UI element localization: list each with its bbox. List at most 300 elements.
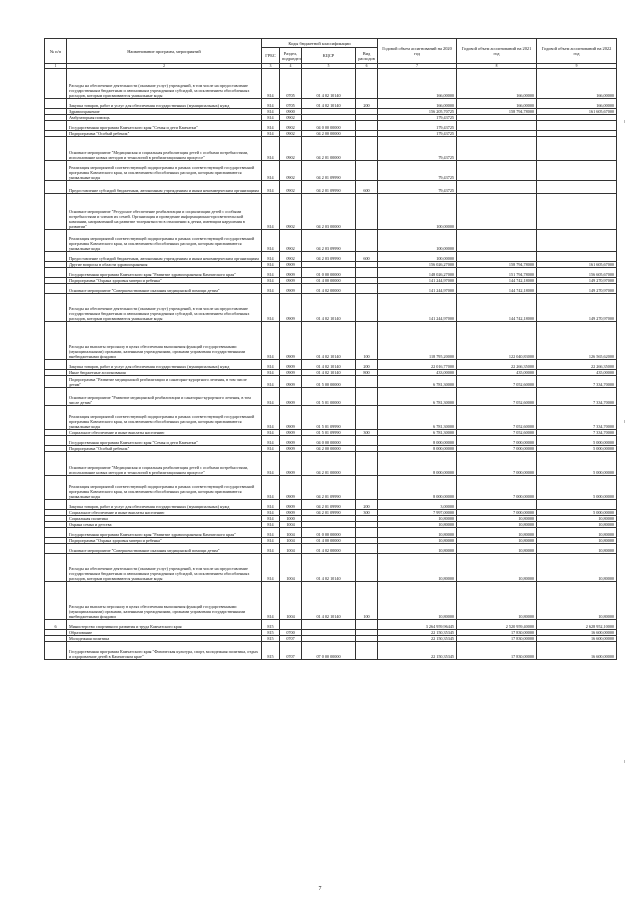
cell-2021: 10,80000	[457, 522, 537, 528]
cell-num	[45, 181, 67, 194]
cell-name: Расходы на обеспечение деятельности (оказание услуг) учреждений, в том числе на предоставление государственным бюджетным и автономным учреждениям субсидий, за исключением обособленных расходов, которым присваиваются уникальные коды	[67, 69, 262, 99]
cell-2021: 22 266,35000	[457, 360, 537, 370]
colnum: 1	[45, 64, 67, 69]
cell-grbs: 814	[262, 436, 280, 446]
cell-2021: 7 000,00000	[457, 452, 537, 476]
cell-section: 0909	[280, 406, 302, 430]
cell-name: Подпрограмма "Развитие медицинской реабилитации и санаторно-курортного лечения, в том числе детям"	[67, 376, 262, 388]
table-row	[45, 554, 617, 582]
cell-kvr: 300	[356, 510, 378, 516]
header-2022: Годовой объем ассигнований на 2022 год	[537, 39, 617, 64]
cell-2022: 161 605,67000	[537, 109, 617, 115]
cell-2022: 10,80000	[537, 538, 617, 544]
cell-num	[45, 436, 67, 446]
cell-section: 0902	[280, 252, 302, 262]
page-number: 7	[318, 886, 322, 892]
cell-grbs: 814	[262, 476, 280, 500]
table-row	[45, 500, 617, 510]
header-kvr: Вид расходов	[356, 48, 378, 64]
cell-2021	[457, 252, 537, 262]
cell-2022: 7 334,70000	[537, 406, 617, 430]
cell-section: 0909	[280, 294, 302, 322]
cell-2021: 2 520 959,40000	[457, 620, 537, 630]
cell-name: Министерство спортивного развития и труда Камчатского края	[67, 620, 262, 630]
header-codes-group: Коды бюджетной классификации	[262, 39, 378, 48]
header-name: Наименование программ, мероприятий	[67, 39, 262, 64]
cell-ksr: 01 5 00 00000	[302, 376, 356, 388]
cell-2022: 5 000,00000	[537, 436, 617, 446]
cell-ksr: 07 0 00 00000	[302, 642, 356, 660]
cell-kvr	[356, 161, 378, 181]
cell-2020: 10,80000	[378, 538, 457, 544]
cell-2021	[457, 500, 537, 510]
cell-name: Социальное обеспечение и иные выплаты населению	[67, 430, 262, 436]
cell-name: Государственная программа Камчатского края "Развитие здравоохранения Камчатского края"	[67, 528, 262, 538]
cell-grbs: 814	[262, 284, 280, 294]
cell-2021: 10,80000	[457, 528, 537, 538]
cell-name: Закупка товаров, работ и услуг для обеспечения государственных (муниципальных) нужд	[67, 360, 262, 370]
cell-2020: 10,80000	[378, 516, 457, 522]
cell-num	[45, 252, 67, 262]
cell-num	[45, 294, 67, 322]
cell-section: 0902	[280, 194, 302, 230]
cell-2022	[537, 161, 617, 181]
cell-kvr: 100	[356, 322, 378, 360]
cell-2021: 158 794,78000	[457, 109, 537, 115]
cell-2022	[537, 252, 617, 262]
cell-name: Расходы на выплаты персоналу в целях обеспечения выполнения функций государственными (муниципальными) органами, казенными учреждениями, органами управления государственными внебюджетными фондами	[67, 322, 262, 360]
cell-grbs: 815	[262, 642, 280, 660]
cell-grbs: 814	[262, 137, 280, 161]
cell-2020: 6 781,30000	[378, 406, 457, 430]
cell-2020: 118 795,20000	[378, 322, 457, 360]
cell-2021: 144 742,18000	[457, 278, 537, 284]
cell-2020: 3,00000	[378, 500, 457, 510]
cell-section: 0902	[280, 161, 302, 181]
cell-num	[45, 121, 67, 131]
cell-2020: 100,00000	[378, 194, 457, 230]
cell-2022: 7 334,70000	[537, 388, 617, 406]
cell-name: Государственная программа Камчатского края "Физическая культура, спорт, молодежная политика, отдых и оздоровление детей в Камчатском крае"	[67, 642, 262, 660]
cell-grbs: 814	[262, 322, 280, 360]
cell-2020: 8 000,00000	[378, 452, 457, 476]
cell-2022: 435,00000	[537, 370, 617, 376]
cell-num	[45, 194, 67, 230]
table-row	[45, 430, 617, 436]
cell-grbs: 814	[262, 446, 280, 452]
cell-name: Предоставление субсидий бюджетным, автономным учреждениям и иным некоммерческим организациям	[67, 252, 262, 262]
cell-section: 1000	[280, 516, 302, 522]
cell-name: Государственная программа Камчатского края "Семья и дети Камчатки"	[67, 121, 262, 131]
cell-ksr: 01 4 02 00000	[302, 544, 356, 554]
cell-2020: 79,43725	[378, 181, 457, 194]
table-row	[45, 284, 617, 294]
cell-2022: 10,80000	[537, 516, 617, 522]
table-row	[45, 642, 617, 660]
cell-2022	[537, 230, 617, 252]
cell-name: Основное мероприятие "Развитие медицинской реабилитации и санаторно-курортного лечения, в том числе детям"	[67, 388, 262, 406]
cell-name: Образование	[67, 630, 262, 636]
cell-kvr	[356, 554, 378, 582]
cell-kvr	[356, 388, 378, 406]
cell-kvr: 600	[356, 252, 378, 262]
cell-num	[45, 452, 67, 476]
cell-2021: 7 000,00000	[457, 476, 537, 500]
cell-kvr	[356, 476, 378, 500]
cell-num	[45, 360, 67, 370]
cell-section: 1004	[280, 554, 302, 582]
cell-kvr	[356, 642, 378, 660]
cell-ksr: 01 4 02 10140	[302, 294, 356, 322]
cell-grbs: 814	[262, 516, 280, 522]
cell-ksr: 04 2 01 09990	[302, 161, 356, 181]
cell-name: Здравоохранение	[67, 109, 262, 115]
cell-2022: 161 605,67000	[537, 262, 617, 268]
cell-kvr	[356, 452, 378, 476]
cell-ksr: 04 0 00 00000	[302, 121, 356, 131]
cell-2022	[537, 500, 617, 510]
cell-name: Подпрограмма "Охрана здоровья матери и ребенка"	[67, 278, 262, 284]
cell-section: 0705	[280, 69, 302, 99]
cell-name: Реализация мероприятий соответствующей подпрограммы в рамках соответствующей государственной программы Камчатского края, за исключением обособленных расходов, которым присваиваются уникальные коды	[67, 230, 262, 252]
table-body	[45, 69, 617, 660]
cell-name: Реализация мероприятий соответствующей подпрограммы в рамках соответствующей государственной программы Камчатского края, за исключением обособленных расходов, которым присваиваются уникальные коды	[67, 161, 262, 181]
cell-section: 0909	[280, 284, 302, 294]
cell-section: 0909	[280, 322, 302, 360]
cell-grbs: 814	[262, 376, 280, 388]
cell-kvr	[356, 121, 378, 131]
cell-2021: 7 052,60000	[457, 430, 537, 436]
cell-2021: 17 830,00000	[457, 636, 537, 642]
cell-kvr	[356, 406, 378, 430]
cell-2022: 5 000,00000	[537, 446, 617, 452]
cell-kvr: 600	[356, 181, 378, 194]
cell-name: Закупка товаров, работ и услуг для обеспечения государственных (муниципальных) нужд	[67, 99, 262, 109]
cell-grbs: 814	[262, 294, 280, 322]
cell-ksr: 04 2 01 00000	[302, 452, 356, 476]
cell-kvr	[356, 436, 378, 446]
cell-num	[45, 642, 67, 660]
cell-name: Молодежная политика	[67, 636, 262, 642]
cell-2020: 100,00000	[378, 230, 457, 252]
cell-ksr: 04 2 00 00000	[302, 131, 356, 137]
cell-ksr: 04 2 01 09990	[302, 510, 356, 516]
cell-section: 0707	[280, 636, 302, 642]
cell-grbs: 814	[262, 69, 280, 99]
cell-2021: 7 000,00000	[457, 510, 537, 516]
table-row	[45, 528, 617, 538]
cell-num	[45, 528, 67, 538]
cell-name: Расходы на обеспечение деятельности (оказание услуг) учреждений, в том числе на предоставление государственным бюджетным и автономным учреждениям субсидий, за исключением обособленных расходов, которым присваиваются уникальные коды	[67, 554, 262, 582]
header-2020: Годовой объем ассигнований на 2020 год	[378, 39, 457, 64]
cell-2021	[457, 194, 537, 230]
cell-section: 1004	[280, 544, 302, 554]
cell-2021: 17 830,00000	[457, 642, 537, 660]
cell-2022: 149 270,97000	[537, 284, 617, 294]
cell-kvr	[356, 230, 378, 252]
cell-grbs: 814	[262, 131, 280, 137]
cell-ksr: 01 4 00 00000	[302, 278, 356, 284]
cell-grbs: 814	[262, 360, 280, 370]
cell-num	[45, 554, 67, 582]
cell-grbs: 814	[262, 99, 280, 109]
cell-grbs: 814	[262, 194, 280, 230]
cell-section: 0909	[280, 430, 302, 436]
table-row	[45, 194, 617, 230]
cell-2021: 144 742,18000	[457, 294, 537, 322]
cell-grbs: 815	[262, 620, 280, 630]
cell-section: 0700	[280, 630, 302, 636]
table-row	[45, 538, 617, 544]
cell-2021: 166,00000	[457, 69, 537, 99]
cell-name: Государственная программа Камчатского края "Развитие здравоохранения Камчатского края"	[67, 268, 262, 278]
cell-ksr: 01 4 00 00000	[302, 538, 356, 544]
cell-section: 0909	[280, 388, 302, 406]
cell-kvr	[356, 69, 378, 99]
cell-name: Иные бюджетные ассигнования	[67, 370, 262, 376]
cell-2021: 10,80000	[457, 554, 537, 582]
cell-2020: 6 781,30000	[378, 376, 457, 388]
cell-2022	[537, 194, 617, 230]
table-row	[45, 99, 617, 109]
cell-kvr: 100	[356, 582, 378, 620]
cell-2020: 166,00000	[378, 99, 457, 109]
cell-grbs: 814	[262, 278, 280, 284]
cell-num	[45, 322, 67, 360]
cell-section: 0909	[280, 446, 302, 452]
cell-num	[45, 161, 67, 181]
cell-ksr: 04 2 03 00000	[302, 194, 356, 230]
cell-2021: 7 000,00000	[457, 436, 537, 446]
table-row	[45, 322, 617, 360]
cell-2021: 144 742,18000	[457, 284, 537, 294]
cell-2022: 5 000,00000	[537, 510, 617, 516]
table-row	[45, 161, 617, 181]
cell-2021: 10,80000	[457, 544, 537, 554]
cell-section: 1004	[280, 538, 302, 544]
cell-grbs: 814	[262, 230, 280, 252]
cell-2020: 22 150,35345	[378, 630, 457, 636]
cell-2020: 22 150,35345	[378, 642, 457, 660]
cell-grbs: 814	[262, 121, 280, 131]
cell-name: Предоставление субсидий бюджетным, автономным учреждениям и иным некоммерческим организациям	[67, 181, 262, 194]
cell-2022: 10,80000	[537, 522, 617, 528]
cell-section: 0705	[280, 99, 302, 109]
cell-num	[45, 476, 67, 500]
cell-section: 1004	[280, 528, 302, 538]
cell-section: 0902	[280, 181, 302, 194]
cell-section: 0909	[280, 500, 302, 510]
colnum: 8	[457, 64, 537, 69]
cell-2022	[537, 181, 617, 194]
colnum: 9	[537, 64, 617, 69]
cell-2021: 158 794,78000	[457, 262, 537, 268]
cell-kvr	[356, 294, 378, 322]
table-row	[45, 544, 617, 554]
cell-2022	[537, 121, 617, 131]
cell-ksr: 04 2 00 00000	[302, 446, 356, 452]
cell-grbs: 814	[262, 500, 280, 510]
cell-2020: 141 244,97000	[378, 294, 457, 322]
cell-2020: 22 150,35345	[378, 636, 457, 642]
cell-name: Основное мероприятие "Медицинская и социальная реабилитация детей с особыми потребностями, использование новых методов и технологий в реабилитационном процессе"	[67, 137, 262, 161]
cell-kvr: 300	[356, 430, 378, 436]
cell-2020: 166,00000	[378, 69, 457, 99]
cell-2022: 166,00000	[537, 99, 617, 109]
cell-section: 0909	[280, 452, 302, 476]
header-num: № п/п	[45, 39, 67, 64]
cell-name: Подпрограмма "Особый ребенок"	[67, 131, 262, 137]
cell-grbs: 814	[262, 161, 280, 181]
cell-kvr: 200	[356, 500, 378, 510]
cell-2021: 151 794,78000	[457, 268, 537, 278]
cell-2020: 433,00000	[378, 370, 457, 376]
cell-grbs: 814	[262, 538, 280, 544]
cell-name: Основное мероприятие "Ресурсное обеспечение реабилитации и социализации детей с особыми потребностями и членов их семей. Организация и проведение информационно-просветительской кампании, направленной на развитие толерантности в отношении к детям, имеющим нарушения в развитии"	[67, 194, 262, 230]
cell-2021: 7 052,60000	[457, 406, 537, 430]
cell-section: 0707	[280, 642, 302, 660]
table-row	[45, 294, 617, 322]
cell-grbs: 814	[262, 554, 280, 582]
cell-2020: 79,43725	[378, 137, 457, 161]
table-row	[45, 360, 617, 370]
table-row	[45, 452, 617, 476]
cell-num	[45, 388, 67, 406]
cell-name: Амбулаторная помощь	[67, 115, 262, 121]
cell-2020: 148 026,27000	[378, 268, 457, 278]
cell-ksr: 04 2 01 09990	[302, 181, 356, 194]
cell-2020: 10,80000	[378, 554, 457, 582]
table-row	[45, 181, 617, 194]
cell-2020: 179,43725	[378, 131, 457, 137]
cell-name: Государственная программа Камчатского края "Семья и дети Камчатки"	[67, 436, 262, 446]
cell-2022: 7 334,70000	[537, 430, 617, 436]
cell-ksr: 01 0 00 00000	[302, 528, 356, 538]
header-grbs: ГРБС	[262, 48, 280, 64]
cell-grbs: 814	[262, 406, 280, 430]
cell-2020: 10,80000	[378, 582, 457, 620]
cell-num	[45, 137, 67, 161]
cell-2020: 100,00000	[378, 252, 457, 262]
cell-2021: 7 000,00000	[457, 446, 537, 452]
cell-2020: 22 016,77000	[378, 360, 457, 370]
cell-ksr: 04 2 01 09990	[302, 476, 356, 500]
colnum: 6	[356, 64, 378, 69]
cell-grbs: 814	[262, 115, 280, 121]
cell-section: 0909	[280, 278, 302, 284]
cell-kvr: 200	[356, 99, 378, 109]
table-row	[45, 406, 617, 430]
cell-2022: 149 270,97000	[537, 294, 617, 322]
cell-section: 0909	[280, 376, 302, 388]
cell-ksr: 01 4 02 10140	[302, 99, 356, 109]
cell-num	[45, 500, 67, 510]
cell-section: 0909	[280, 510, 302, 516]
cell-ksr: 04 2 01 09990	[302, 500, 356, 510]
cell-2021: 17 830,00000	[457, 630, 537, 636]
cell-2020: 179,43725	[378, 115, 457, 121]
table-row	[45, 278, 617, 284]
cell-2021	[457, 137, 537, 161]
cell-num	[45, 406, 67, 430]
cell-kvr	[356, 620, 378, 630]
cell-name: Реализация мероприятий соответствующей подпрограммы в рамках соответствующей государственной программы Камчатского края, за исключением обособленных расходов, которым присваиваются уникальные коды	[67, 476, 262, 500]
cell-2021: 10,80000	[457, 582, 537, 620]
cell-name: Охрана семьи и детства	[67, 522, 262, 528]
cell-section: 0909	[280, 436, 302, 446]
cell-kvr: 200	[356, 360, 378, 370]
cell-grbs: 814	[262, 268, 280, 278]
budget-table	[44, 38, 617, 660]
cell-2022	[537, 137, 617, 161]
cell-kvr	[356, 194, 378, 230]
cell-2022: 166,00000	[537, 69, 617, 99]
cell-grbs: 814	[262, 452, 280, 476]
cell-grbs: 814	[262, 370, 280, 376]
cell-ksr: 04 2 03 09990	[302, 230, 356, 252]
cell-2020: 156 205,70725	[378, 109, 457, 115]
cell-grbs: 815	[262, 630, 280, 636]
cell-2022: 22 266,35000	[537, 360, 617, 370]
cell-2022: 5 000,00000	[537, 452, 617, 476]
cell-section: 0909	[280, 476, 302, 500]
cell-name: Основное мероприятие "Медицинская и социальная реабилитация детей с особыми потребностями, использование новых методов и технологий в реабилитационном процессе"	[67, 452, 262, 476]
cell-ksr: 01 4 02 10140	[302, 554, 356, 582]
cell-name: Основное мероприятие "Совершенствование оказания медицинской помощи детям"	[67, 544, 262, 554]
cell-2020: 179,43725	[378, 121, 457, 131]
cell-2022: 149 270,97000	[537, 278, 617, 284]
cell-num	[45, 69, 67, 99]
table-row	[45, 268, 617, 278]
cell-2021: 435,00000	[457, 370, 537, 376]
cell-2021: 7 052,60000	[457, 388, 537, 406]
cell-2022: 7 334,70000	[537, 376, 617, 388]
cell-num	[45, 99, 67, 109]
table-header	[45, 39, 617, 69]
cell-2022: 16 600,00000	[537, 642, 617, 660]
cell-2020: 6 781,30000	[378, 430, 457, 436]
cell-section: 1004	[280, 522, 302, 528]
cell-2020: 8 000,00000	[378, 436, 457, 446]
cell-name: Социальное обеспечение и иные выплаты населению	[67, 510, 262, 516]
cell-ksr: 04 2 01 00000	[302, 137, 356, 161]
cell-num: 6	[45, 620, 67, 630]
cell-2020: 79,43725	[378, 161, 457, 181]
cell-grbs: 814	[262, 522, 280, 528]
cell-num	[45, 544, 67, 554]
cell-ksr	[302, 620, 356, 630]
cell-2020: 10,80000	[378, 528, 457, 538]
colnum: 5	[302, 64, 356, 69]
cell-kvr	[356, 528, 378, 538]
cell-2021: 10,80000	[457, 538, 537, 544]
header-2021: Годовой объем ассигнований на 2021 год	[457, 39, 537, 64]
cell-2020: 8 000,00000	[378, 476, 457, 500]
cell-2021: 122 040,83000	[457, 322, 537, 360]
cell-grbs: 814	[262, 181, 280, 194]
cell-section: 0902	[280, 115, 302, 121]
header-ksr: КЦСР	[302, 48, 356, 64]
colnum: 7	[378, 64, 457, 69]
cell-section: 0909	[280, 262, 302, 268]
cell-section	[280, 620, 302, 630]
table-row	[45, 252, 617, 262]
table-row	[45, 121, 617, 131]
cell-name: Реализация мероприятий соответствующей подпрограммы в рамках соответствующей государственной программы Камчатского края, за исключением обособленных расходов, которым присваиваются уникальные коды	[67, 406, 262, 430]
cell-name: Основное мероприятие "Совершенствование оказания медицинской помощи детям"	[67, 284, 262, 294]
cell-grbs: 815	[262, 636, 280, 642]
colnum: 3	[262, 64, 280, 69]
